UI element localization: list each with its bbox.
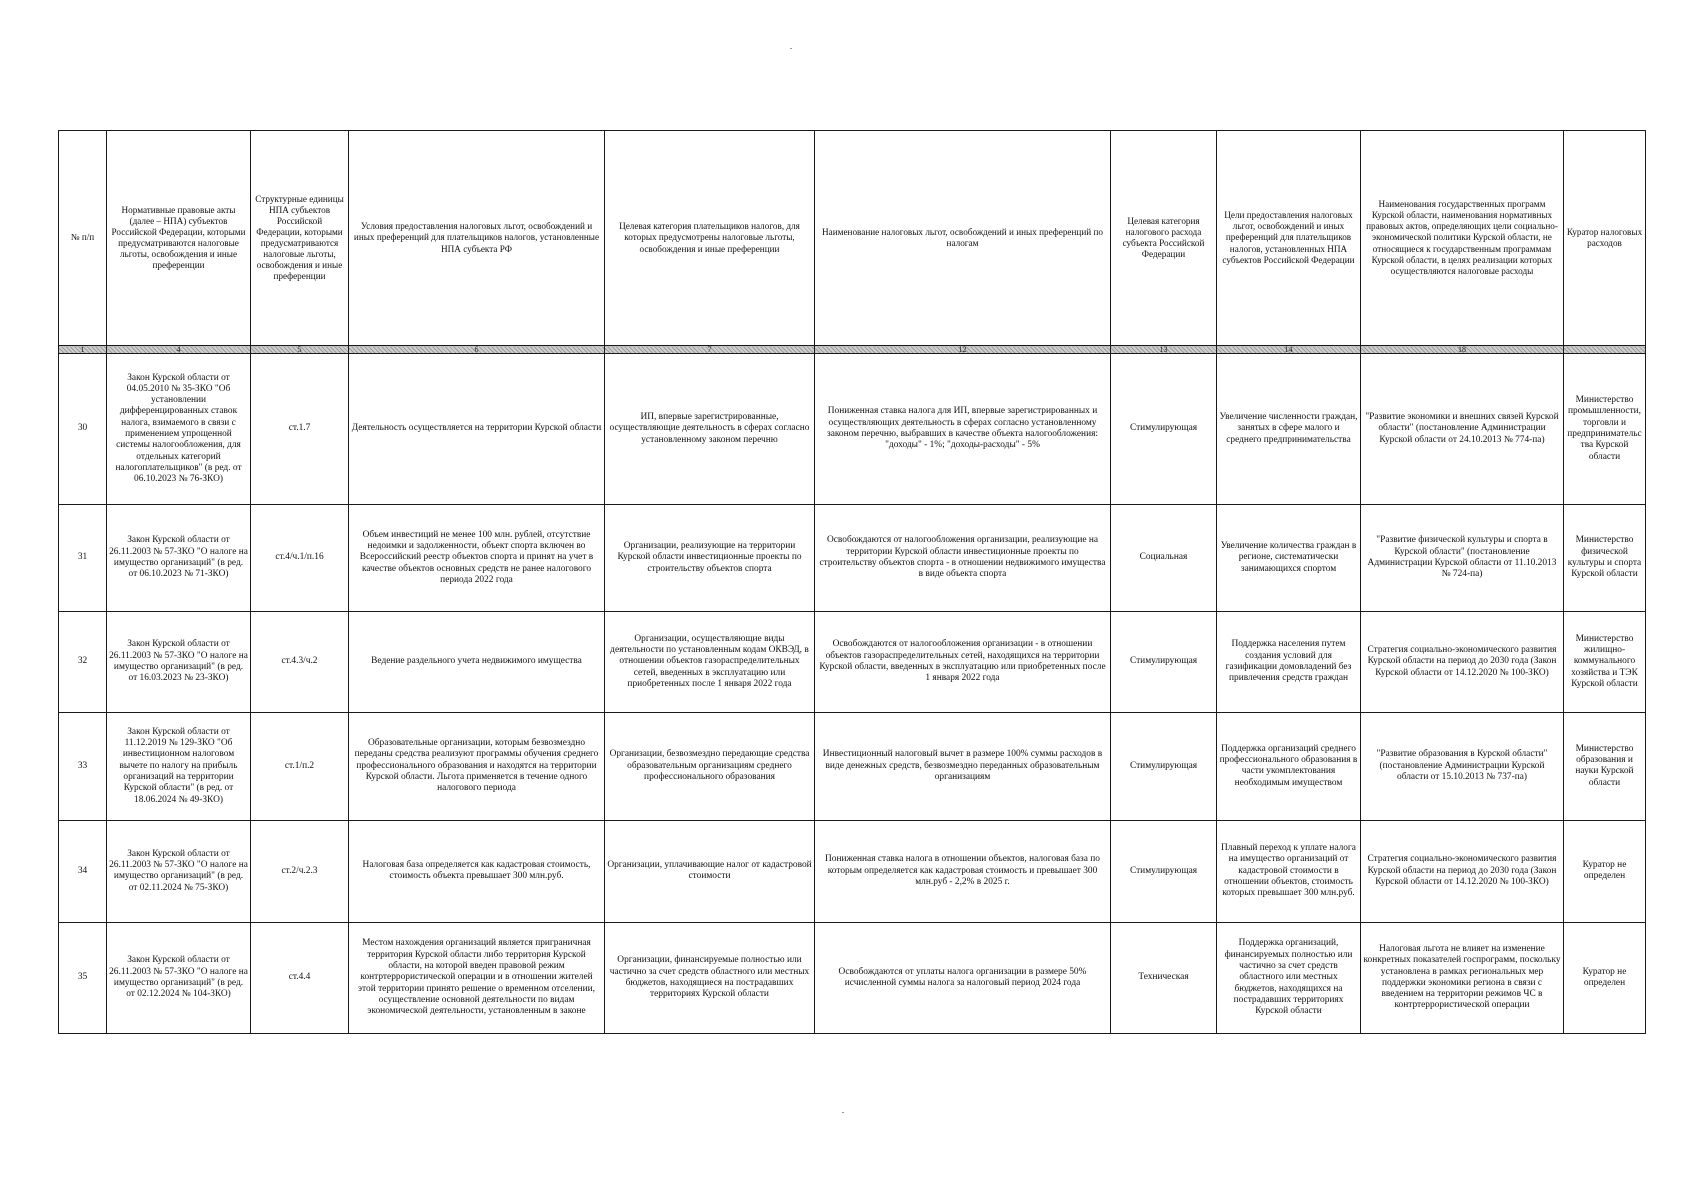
category-cell: Техническая <box>1111 922 1217 1033</box>
target-cell: Организации, финансируемые полностью или частично за счет средств областного или местных бюджетов, находящиеся на пострадавших территориях Курской области <box>605 922 815 1033</box>
category-cell: Стимулирующая <box>1111 611 1217 712</box>
row-number: 35 <box>59 922 107 1033</box>
scan-speck <box>842 1112 844 1113</box>
programs-cell: Стратегия социально-экономического развития Курской области на период до 2030 года (Закон Курской области от 14.12.2020 № 100-ЗКО) <box>1361 820 1564 922</box>
benefit-name-cell: Пониженная ставка налога в отношении объектов, налоговая база по которым определяется как кадастровая стоимость и превышает 300 млн.руб - 2,2% в 2025 г. <box>815 820 1111 922</box>
column-number: 13 <box>1111 346 1217 354</box>
column-number <box>1564 346 1646 354</box>
column-number: 12 <box>815 346 1111 354</box>
header-programs: Наименования государственных программ Курской области, наименования нормативных правовых актов, определяющих цели социально-экономической политики Курской области, не относящиеся к государственным программам Курской области, в целях реализации которых осуществляются налоговые расходы <box>1361 131 1564 346</box>
header-expense-category: Целевая категория налогового расхода субъекта Российской Федерации <box>1111 131 1217 346</box>
curator-cell: Министерство физической культуры и спорта Курской области <box>1564 504 1646 611</box>
conditions-cell: Образовательные организации, которым безвозмездно переданы средства реализуют программы обучения среднего профессионального образования и находятся на территории Курской области. Льгота применяется в течение одного налогового периода <box>349 712 605 820</box>
column-number: 6 <box>349 346 605 354</box>
benefit-name-cell: Инвестиционный налоговый вычет в размере 100% суммы расходов в виде денежных средств, безвозмездно переданных образовательным организациям <box>815 712 1111 820</box>
benefit-name-cell: Освобождаются от налогообложения организации - в отношении объектов газораспределительных сетей, находящихся на территории Курской области, введенных в эксплуатацию или приобретенных после 1 января 2022 года <box>815 611 1111 712</box>
benefit-name-cell: Освобождаются от налогообложения организации, реализующие на территории Курской области инвестиционные проекты по строительству объектов спорта - в отношении недвижимого имущества в виде объекта спорта <box>815 504 1111 611</box>
header-nn: № п/п <box>59 131 107 346</box>
unit-cell: ст.1/п.2 <box>251 712 349 820</box>
target-cell: ИП, впервые зарегистрированные, осуществляющие деятельность в сферах согласно установленному законом перечню <box>605 354 815 505</box>
header-name: Наименование налоговых льгот, освобождений и иных преференций по налогам <box>815 131 1111 346</box>
unit-cell: ст.4.3/ч.2 <box>251 611 349 712</box>
programs-cell: "Развитие физической культуры и спорта в Курской области" (постановление Администрации Курской области от 11.10.2013 № 724-па) <box>1361 504 1564 611</box>
programs-cell: "Развитие экономики и внешних связей Курской области" (постановление Администрации Курской области от 24.10.2013 № 774-па) <box>1361 354 1564 505</box>
header-curator: Куратор налоговых расходов <box>1564 131 1646 346</box>
category-cell: Стимулирующая <box>1111 354 1217 505</box>
header-units: Структурные единицы НПА субъектов Российской Федерации, которыми предусматриваются налоговые льготы, освобождения и иные преференции <box>251 131 349 346</box>
column-number: 14 <box>1217 346 1361 354</box>
npa-cell: Закон Курской области от 26.11.2003 № 57-ЗКО "О налоге на имущество организаций" (в ред. от 16.03.2023 № 23-ЗКО) <box>107 611 251 712</box>
programs-cell: "Развитие образования в Курской области" (постановление Администрации Курской области от 15.10.2013 № 737-па) <box>1361 712 1564 820</box>
conditions-cell: Деятельность осуществляется на территории Курской области <box>349 354 605 505</box>
conditions-cell: Объем инвестиций не менее 100 млн. рублей, отсутствие недоимки и задолженности, объект спорта включен во Всероссийский реестр объектов спорта и принят на учет в качестве объектов основных средств не ранее налогового периода 2022 года <box>349 504 605 611</box>
goals-cell: Увеличение численности граждан, занятых в сфере малого и среднего предпринимательства <box>1217 354 1361 505</box>
benefit-name-cell: Пониженная ставка налога для ИП, впервые зарегистрированных и осуществляющих деятельность в сферах согласно установленному законом перечню, выбравших в качестве объекта налогообложения: "доходы" - 1%; "доходы-расходы" - 5% <box>815 354 1111 505</box>
benefit-name-cell: Освобождаются от уплаты налога организации в размере 50% исчисленной суммы налога за налоговый период 2024 года <box>815 922 1111 1033</box>
row-number: 32 <box>59 611 107 712</box>
npa-cell: Закон Курской области от 26.11.2003 № 57-ЗКО "О налоге на имущество организаций" (в ред. от 02.11.2024 № 75-ЗКО) <box>107 820 251 922</box>
goals-cell: Поддержка населения путем создания условий для газификации домовладений без привлечения средств граждан <box>1217 611 1361 712</box>
unit-cell: ст.4/ч.1/п.16 <box>251 504 349 611</box>
category-cell: Социальная <box>1111 504 1217 611</box>
header-conditions: Условия предоставления налоговых льгот, освобождений и иных преференций для плательщиков налогов, установленные НПА субъекта РФ <box>349 131 605 346</box>
category-cell: Стимулирующая <box>1111 712 1217 820</box>
table-row <box>59 712 1646 820</box>
npa-cell: Закон Курской области от 26.11.2003 № 57-ЗКО "О налоге на имущество организаций" (в ред. от 06.10.2023 № 71-ЗКО) <box>107 504 251 611</box>
unit-cell: ст.1.7 <box>251 354 349 505</box>
goals-cell: Поддержка организаций, финансируемых полностью или частично за счет средств областного или местных бюджетов, находящихся на пострадавших территориях Курской области <box>1217 922 1361 1033</box>
unit-cell: ст.4.4 <box>251 922 349 1033</box>
target-cell: Организации, реализующие на территории Курской области инвестиционные проекты по строительству объектов спорта <box>605 504 815 611</box>
programs-cell: Стратегия социально-экономического развития Курской области на период до 2030 года (Закон Курской области от 14.12.2020 № 100-ЗКО) <box>1361 611 1564 712</box>
column-number: 18 <box>1361 346 1564 354</box>
column-number-row <box>59 346 1646 354</box>
column-number: 1 <box>59 346 107 354</box>
column-number: 5 <box>251 346 349 354</box>
row-number: 30 <box>59 354 107 505</box>
row-number: 34 <box>59 820 107 922</box>
header-row <box>59 131 1646 346</box>
curator-cell: Куратор не определен <box>1564 922 1646 1033</box>
column-number: 4 <box>107 346 251 354</box>
curator-cell: Министерство промышленности, торговли и предпринимательства Курской области <box>1564 354 1646 505</box>
header-target-category: Целевая категория плательщиков налогов, для которых предусмотрены налоговые льготы, освобождения и иные преференции <box>605 131 815 346</box>
table-row <box>59 820 1646 922</box>
table-row <box>59 504 1646 611</box>
table-row <box>59 354 1646 505</box>
goals-cell: Поддержка организаций среднего профессионального образования в части укомплектования необходимым имуществом <box>1217 712 1361 820</box>
npa-cell: Закон Курской области от 26.11.2003 № 57-ЗКО "О налоге на имущество организаций" (в ред. от 02.12.2024 № 104-ЗКО) <box>107 922 251 1033</box>
table-row <box>59 611 1646 712</box>
table-row <box>59 922 1646 1033</box>
header-goals: Цели предоставления налоговых льгот, освобождений и иных преференций для плательщиков налогов, установленных НПА субъектов Российской Федерации <box>1217 131 1361 346</box>
unit-cell: ст.2/ч.2.3 <box>251 820 349 922</box>
npa-cell: Закон Курской области от 04.05.2010 № 35-ЗКО "Об установлении дифференцированных ставок налога, взимаемого в связи с применением упрощенной системы налогообложения, для отдельных категорий налогоплательщиков" (в ред. от 06.10.2023 № 76-ЗКО) <box>107 354 251 505</box>
goals-cell: Плавный переход к уплате налога на имущество организаций от кадастровой стоимости в отношении объектов, стоимость которых превышает 300 млн.руб. <box>1217 820 1361 922</box>
target-cell: Организации, уплачивающие налог от кадастровой стоимости <box>605 820 815 922</box>
category-cell: Стимулирующая <box>1111 820 1217 922</box>
target-cell: Организации, безвозмездно передающие средства образовательным организациям среднего профессионального образования <box>605 712 815 820</box>
conditions-cell: Налоговая база определяется как кадастровая стоимость, стоимость объекта превышает 300 млн.руб. <box>349 820 605 922</box>
curator-cell: Куратор не определен <box>1564 820 1646 922</box>
column-number: 7 <box>605 346 815 354</box>
curator-cell: Министерство жилищно-коммунального хозяйства и ТЭК Курской области <box>1564 611 1646 712</box>
goals-cell: Увеличение количества граждан в регионе, систематически занимающихся спортом <box>1217 504 1361 611</box>
row-number: 31 <box>59 504 107 611</box>
tax-expenditure-table <box>58 130 1646 1034</box>
curator-cell: Министерство образования и науки Курской области <box>1564 712 1646 820</box>
target-cell: Организации, осуществляющие виды деятельности по установленным кодам ОКВЭД, в отношении объектов газораспределительных сетей, введенных в эксплуатацию или приобретенных после 1 января 2022 года <box>605 611 815 712</box>
programs-cell: Налоговая льгота не влияет на изменение конкретных показателей госпрограмм, поскольку установлена в рамках региональных мер поддержки экономики региона в связи с введением на территории режимов ЧС в контртеррористической операции <box>1361 922 1564 1033</box>
npa-cell: Закон Курской области от 11.12.2019 № 129-ЗКО "Об инвестиционном налоговом вычете по налогу на прибыль организаций на территории Курской области" (в ред. от 18.06.2024 № 49-ЗКО) <box>107 712 251 820</box>
header-npa: Нормативные правовые акты (далее – НПА) субъектов Российской Федерации, которыми предусматриваются налоговые льготы, освобождения и иные преференции <box>107 131 251 346</box>
conditions-cell: Ведение раздельного учета недвижимого имущества <box>349 611 605 712</box>
row-number: 33 <box>59 712 107 820</box>
conditions-cell: Местом нахождения организаций является приграничная территория Курской области либо территория Курской области, на которой введен правовой режим контртеррористической операции и в отношении жителей этой территории принято решение о временном отселении, осуществление основной деятельности по видам экономической деятельности, установленным в законе <box>349 922 605 1033</box>
scan-speck <box>790 48 792 49</box>
